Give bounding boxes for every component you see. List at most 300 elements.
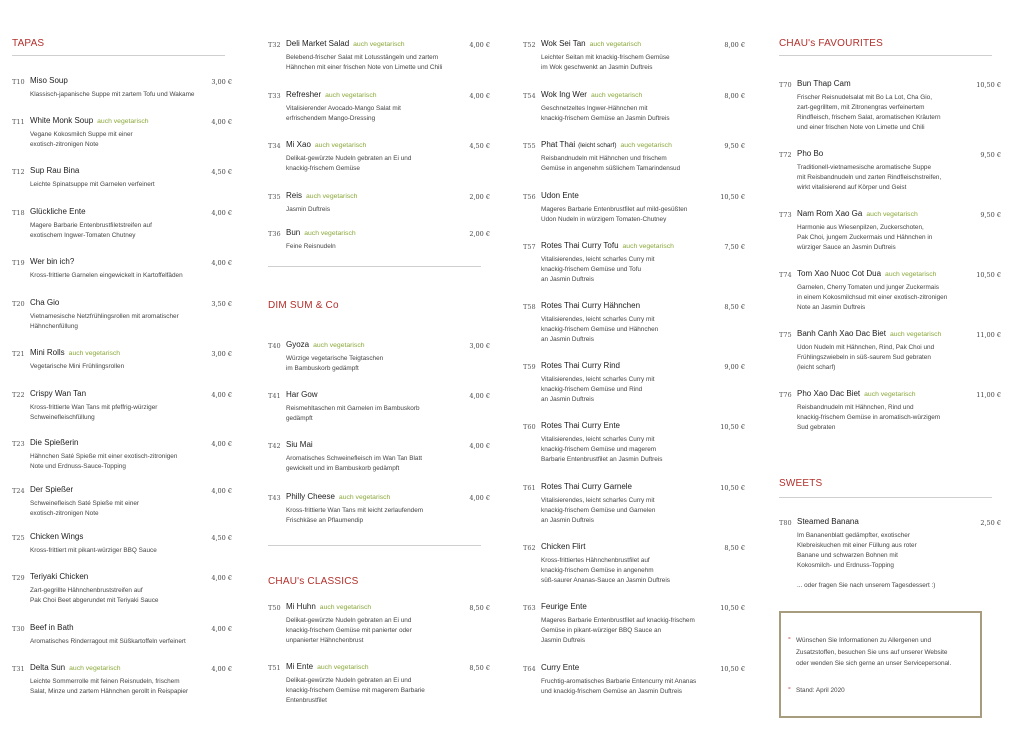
item-name-wrap	[541, 190, 579, 202]
description-line: Delikat-gewürzte Nudeln gebraten an Ei und	[286, 677, 412, 684]
vegetarian-tag: auch vegetarisch	[68, 350, 121, 357]
item-name: Tom Xao Nuoc Cot Dua	[797, 269, 882, 278]
item-name-wrap	[30, 622, 74, 634]
vegetarian-tag: auch vegetarisch	[317, 664, 369, 671]
item-name: Chicken Wings	[30, 532, 84, 541]
item-price: 9,00 €	[724, 363, 745, 371]
item-name: Cha Gio	[30, 298, 60, 307]
item-name: Teriyaki Chicken	[30, 572, 89, 581]
description-line: knackig-frischem Gemüse und Hähnchen	[541, 326, 659, 333]
item-code: T32	[268, 41, 281, 49]
description-line: gewickelt und im Bambuskorb gedämpft	[286, 465, 400, 472]
item-name-wrap	[797, 388, 916, 401]
description-line: Kross-frittierte Garnelen eingewickelt in Kartoffelfäden	[30, 272, 183, 279]
item-description	[541, 315, 745, 345]
item-price: 4,00 €	[469, 392, 490, 400]
vegetarian-tag: auch vegetarisch	[620, 142, 672, 149]
description-line: mit Reisbandnudeln und zarten Rindfleischstreifen,	[797, 174, 942, 181]
menu-item-header	[523, 662, 745, 674]
description-line: Mageres Barbarie Entenbrustfilet auf knackig-frischem	[541, 617, 695, 624]
item-description	[30, 271, 232, 281]
description-line: Gemüse in angenehm süßlichem Tamarindensud	[541, 165, 681, 172]
description-line: Kross-frittierte Wan Tans mit leicht zerlaufendem	[286, 507, 424, 514]
item-price: 4,50 €	[211, 534, 232, 542]
item-name-wrap	[286, 227, 356, 240]
item-description	[797, 531, 1001, 571]
description-line: Pak Choi Beet abgerundet mit Teriyaki Sauce	[30, 597, 159, 604]
description-line: Traditionell-vietnamesische aromatische Suppe	[797, 164, 932, 171]
description-line: Vitalisierendes, leicht scharfes Curry mit	[541, 256, 655, 263]
item-description	[286, 616, 490, 646]
item-code: T24	[12, 487, 25, 495]
vegetarian-tag: auch vegetarisch	[69, 665, 121, 672]
menu-item	[268, 38, 490, 73]
item-name-wrap	[797, 328, 941, 341]
description-line: Harmonie aus Wiesenpilzen, Zuckerschoten,	[797, 224, 924, 231]
section-divider	[12, 55, 225, 56]
item-price: 9,50 €	[724, 142, 745, 150]
item-name: Mi Xao	[286, 140, 311, 149]
item-description	[30, 499, 232, 519]
menu-item-header	[523, 601, 745, 613]
description-line: Sud gebraten	[797, 424, 836, 431]
item-code: T56	[523, 193, 536, 201]
vegetarian-tag: auch vegetarisch	[590, 92, 643, 99]
description-line: Aromatisches Schweinefleisch im Wan Tan Blatt	[286, 455, 423, 462]
description-line: Kokosmilch- und Erdnuss-Topping	[797, 562, 894, 569]
menu-item	[779, 516, 1001, 571]
menu-item-header	[268, 89, 490, 101]
vegetarian-tag: auch vegetarisch	[306, 193, 358, 200]
description-line: Banane und schwarzen Bohnen mit	[797, 552, 898, 559]
menu-item	[523, 541, 745, 586]
menu-item	[523, 360, 745, 405]
description-line: Schweinefleisch Saté Spieße mit einer	[30, 500, 140, 507]
item-code: T43	[268, 494, 281, 502]
menu-item	[268, 601, 490, 646]
item-price: 9,50 €	[980, 151, 1001, 159]
item-description	[286, 242, 490, 252]
menu-item	[523, 601, 745, 646]
item-name-wrap	[286, 139, 366, 152]
vegetarian-tag: auch vegetarisch	[314, 142, 367, 149]
menu-item-header	[523, 89, 745, 101]
description-line: an Jasmin Duftreis	[541, 336, 594, 343]
item-name: Curry Ente	[541, 663, 580, 672]
description-line: knackig-frischem Gemüse und Rind	[541, 386, 643, 393]
item-name-wrap	[797, 516, 859, 528]
vegetarian-tag: auch vegetarisch	[353, 41, 405, 48]
item-name: Bun Thap Cam	[797, 79, 851, 88]
item-name: Banh Canh Xao Dac Biet	[797, 329, 886, 338]
menu-item-header	[268, 601, 490, 613]
item-price: 8,00 €	[724, 41, 745, 49]
menu-item-header	[12, 75, 232, 87]
description-line: Barbarie Entenbrustfilet an Jasmin Duftreis	[541, 456, 663, 463]
item-code: T58	[523, 303, 536, 311]
item-name-wrap	[286, 601, 371, 614]
description-line: Aromatisches Rinderragout mit Süßkartoffeln verfeinert	[30, 638, 186, 645]
description-line: Hähnchen Saté Spieße mit einer exotisch-zitronigen	[30, 453, 178, 460]
item-name-wrap	[286, 89, 377, 102]
item-price: 11,00 €	[976, 391, 1001, 399]
menu-item	[779, 148, 1001, 193]
menu-item	[523, 89, 745, 124]
description-line: Hähnchen mit einer frischen Note von Limette und Chili	[286, 64, 443, 71]
description-line: knackig-frischem Gemüse mit magerem Barbarie	[286, 687, 425, 694]
item-description	[541, 255, 745, 285]
item-description	[797, 163, 1001, 193]
item-name: Wok Ing Wer	[541, 90, 587, 99]
item-code: T50	[268, 604, 281, 612]
description-line: Kross-frittiert mit pikant-würziger BBQ Sauce	[30, 547, 157, 554]
item-description	[286, 53, 490, 73]
item-code: T55	[523, 142, 536, 150]
info-text-block	[788, 635, 974, 670]
description-line: im Bambuskorb gedämpft	[286, 365, 359, 372]
item-name-wrap	[30, 297, 59, 309]
item-code: T34	[268, 142, 281, 150]
menu-item	[523, 190, 745, 225]
menu-item	[268, 439, 490, 474]
menu-item	[523, 139, 745, 174]
description-line: Frischkäse an Pflaumendip	[286, 517, 364, 524]
item-name: Mi Huhn	[286, 602, 316, 611]
item-name-wrap	[286, 339, 365, 352]
item-price: 8,50 €	[724, 544, 745, 552]
item-code: T10	[12, 78, 25, 86]
description-line: wirkt vitalisierend auf Körper und Geist	[797, 184, 907, 191]
item-name-wrap	[541, 662, 579, 674]
item-description	[30, 586, 232, 606]
item-price: 4,00 €	[469, 442, 490, 450]
menu-item-header	[12, 297, 232, 309]
description-line: erfrischendem Mango-Dressing	[286, 115, 376, 122]
description-line: Vitalisierendes, leicht scharfes Curry mit	[541, 316, 655, 323]
section-title-classics: CHAU's CLASSICS	[268, 576, 359, 587]
item-description	[286, 205, 490, 215]
menu-item-header	[268, 190, 490, 202]
item-description	[797, 403, 1001, 433]
description-line: Leichter Seitan mit knackig-frischem Gemüse	[541, 54, 670, 61]
item-name-wrap	[541, 601, 587, 613]
menu-item-header	[268, 439, 490, 451]
description-line: Schweinefleischfüllung	[30, 414, 95, 421]
vegetarian-tag: auch vegetarisch	[304, 230, 356, 237]
description-line: Vegane Kokosmilch Suppe mit einer	[30, 131, 133, 138]
item-price: 4,00 €	[469, 41, 490, 49]
item-name-wrap	[286, 38, 405, 51]
menu-item	[268, 89, 490, 124]
item-description	[541, 53, 745, 73]
menu-item-header	[12, 622, 232, 634]
item-code: T73	[779, 211, 792, 219]
item-code: T23	[12, 440, 25, 448]
item-price: 8,00 €	[724, 92, 745, 100]
description-line: Vitalisierendes, leicht scharfes Curry mit	[541, 497, 655, 504]
item-name: Pho Xao Dac Biet	[797, 389, 861, 398]
item-description	[30, 221, 232, 241]
description-line: Magere Barbarie Entenbrustfiletstreifen auf	[30, 222, 152, 229]
description-line: knackig-frischem Gemüse und Tofu	[541, 266, 642, 273]
menu-item	[12, 571, 232, 606]
item-name: Rotes Thai Curry Garnele	[541, 482, 632, 491]
item-code: T75	[779, 331, 792, 339]
item-price: 10,50 €	[720, 604, 745, 612]
menu-item	[268, 491, 490, 526]
menu-item	[268, 389, 490, 424]
item-price: 4,00 €	[211, 209, 232, 217]
item-code: T76	[779, 391, 792, 399]
description-line: Entenbrustfilet	[286, 697, 327, 704]
item-price: 11,00 €	[976, 331, 1001, 339]
item-name-wrap	[541, 541, 585, 553]
item-name-wrap	[541, 420, 620, 432]
menu-item	[268, 661, 490, 706]
vegetarian-tag: auch vegetarisch	[589, 41, 642, 48]
menu-item-header	[779, 268, 1001, 280]
item-name: Glückliche Ente	[30, 207, 86, 216]
menu-item-header	[779, 148, 1001, 160]
menu-item-header	[12, 437, 232, 449]
menu-item	[12, 484, 232, 519]
description-line: Würzige vegetarische Teigtaschen	[286, 355, 384, 362]
menu-item-header	[268, 38, 490, 50]
item-name-wrap	[797, 208, 918, 221]
item-name: Mini Rolls	[30, 348, 65, 357]
item-name-wrap	[541, 38, 641, 51]
menu-item-header	[12, 662, 232, 674]
item-name-wrap	[541, 139, 672, 152]
menu-item	[779, 328, 1001, 373]
item-name: Miso Soup	[30, 76, 68, 85]
item-code: T59	[523, 363, 536, 371]
menu-item	[12, 388, 232, 423]
description-line: und knackig-frischem Gemüse an Jasmin Duftreis	[541, 688, 683, 695]
item-description	[30, 677, 232, 697]
info-stand-block	[788, 685, 974, 697]
item-description	[541, 556, 745, 586]
item-name: Beef in Bath	[30, 623, 74, 632]
description-line: im Wok geschwenkt an Jasmin Duftreis	[541, 64, 653, 71]
item-price: 3,00 €	[211, 350, 232, 358]
item-description	[30, 637, 232, 647]
description-line: Im Bananenblatt gedämpfter, exotischer	[797, 532, 910, 539]
menu-item-header	[779, 78, 1001, 90]
item-name: Bun	[286, 228, 301, 237]
info-line-3: oder wenden Sie sich gerne an unser Servicepersonal.	[796, 660, 952, 667]
bullet-icon: °	[788, 637, 791, 644]
item-description	[797, 93, 1001, 133]
menu-item-header	[523, 300, 745, 312]
item-name-wrap	[30, 75, 68, 87]
description-line: Delikat-gewürzte Nudeln gebraten an Ei und	[286, 617, 412, 624]
item-code: T70	[779, 81, 792, 89]
item-price: 4,00 €	[211, 440, 232, 448]
section-title-favourites: CHAU's FAVOURITES	[779, 38, 884, 49]
menu-item-header	[523, 240, 745, 252]
menu-item	[268, 190, 490, 215]
item-description	[541, 616, 745, 646]
item-name-wrap	[30, 388, 86, 400]
item-name: Nam Rom Xao Ga	[797, 209, 863, 218]
menu-item	[268, 227, 490, 252]
menu-item-header	[523, 360, 745, 372]
vegetarian-tag: auch vegetarisch	[889, 331, 942, 338]
item-code: T36	[268, 230, 281, 238]
menu-item-header	[268, 389, 490, 401]
menu-item-header	[12, 256, 232, 268]
description-line: exotisch-zitronigen Note	[30, 141, 99, 148]
item-code: T51	[268, 664, 281, 672]
menu-item	[779, 268, 1001, 313]
item-code: T11	[12, 118, 25, 126]
item-name-wrap	[30, 484, 73, 496]
description-line: Klebreiskuchen mit einer Füllung aus roter	[797, 542, 917, 549]
item-name: Deli Market Salad	[286, 39, 350, 48]
item-price: 2,50 €	[980, 519, 1001, 527]
description-line: exotisch-zitronigen Note	[30, 510, 99, 517]
item-price: 3,00 €	[469, 342, 490, 350]
section-title-sweets: SWEETS	[779, 478, 823, 489]
menu-item-header	[12, 531, 232, 543]
item-price: 4,00 €	[211, 574, 232, 582]
menu-item	[779, 208, 1001, 253]
item-description	[30, 546, 232, 556]
item-name-wrap	[541, 240, 674, 253]
item-name-wrap	[541, 360, 620, 372]
description-line: würziger Sauce an Jasmin Duftreis	[797, 244, 896, 251]
item-price: 8,50 €	[724, 303, 745, 311]
sweets-note: ... oder fragen Sie nach unserem Tagesdessert :)	[797, 582, 936, 589]
item-price: 4,00 €	[211, 665, 232, 673]
menu-item-header	[12, 571, 232, 583]
item-name-wrap	[286, 190, 357, 203]
item-code: T33	[268, 92, 281, 100]
item-name-wrap	[797, 148, 823, 160]
item-name: Philly Cheese	[286, 492, 335, 501]
item-name: Sup Rau Bina	[30, 166, 80, 175]
description-line: an Jasmin Duftreis	[541, 517, 594, 524]
description-line: in einem Kokosmilchsud mit einer exotisch-zitronigen	[797, 294, 948, 301]
item-code: T61	[523, 484, 536, 492]
info-line-2: Zusatzstoffen, besuchen Sie uns auf unserer Website	[796, 648, 948, 656]
description-line: an Jasmin Duftreis	[541, 396, 594, 403]
item-code: T80	[779, 519, 792, 527]
menu-item-header	[523, 139, 745, 151]
description-line: Kross-frittierte Wan Tans mit pfeffrig-würziger	[30, 404, 158, 411]
item-description	[30, 452, 232, 472]
item-description	[30, 90, 232, 100]
description-line: Reisbandnudeln mit Hähnchen, Rind und	[797, 404, 914, 411]
menu-item-header	[12, 347, 232, 359]
description-line: und einer frischen Note von Limette und Chili	[797, 124, 925, 131]
item-name: Die Spießerin	[30, 438, 79, 447]
vegetarian-tag: auch vegetarisch	[313, 342, 365, 349]
item-price: 10,50 €	[720, 193, 745, 201]
item-code: T21	[12, 350, 25, 358]
item-price: 10,50 €	[976, 81, 1001, 89]
item-name: Rotes Thai Curry Ente	[541, 421, 620, 430]
description-line: Gemüse in pikant-würziger BBQ Sauce an	[541, 627, 662, 634]
description-line: knackig-frischem Gemüse in aromatisch-würzigem	[797, 414, 941, 421]
item-name: Pho Bo	[797, 149, 824, 158]
description-line: Geschnetzeltes Ingwer-Hähnchen mit	[541, 105, 648, 112]
section-divider	[268, 545, 481, 546]
section-title-tapas: TAPAS	[12, 38, 45, 49]
menu-item	[12, 662, 232, 697]
allergen-info-box	[779, 611, 982, 718]
bullet-icon: °	[788, 687, 791, 694]
menu-item	[523, 38, 745, 73]
vegetarian-tag: auch vegetarisch	[97, 118, 149, 125]
item-price: 3,50 €	[211, 300, 232, 308]
item-price: 8,50 €	[469, 604, 490, 612]
description-line: gedämpft	[286, 415, 313, 422]
item-name: Reis	[286, 191, 303, 200]
item-name-wrap	[286, 491, 390, 504]
item-name-wrap	[30, 165, 79, 177]
menu-item	[12, 115, 232, 150]
item-description	[797, 283, 1001, 313]
item-description	[541, 375, 745, 405]
item-code: T31	[12, 665, 25, 673]
description-line: knackig-frischem Gemüse und Garnelen	[541, 507, 656, 514]
item-name: Rotes Thai Curry Rind	[541, 361, 620, 370]
item-code: T35	[268, 193, 281, 201]
menu-item	[12, 75, 232, 100]
item-description	[286, 154, 490, 174]
menu-item	[268, 339, 490, 374]
item-name: Crispy Wan Tan	[30, 389, 87, 398]
vegetarian-tag: auch vegetarisch	[622, 243, 674, 250]
item-description	[541, 154, 745, 174]
item-name-wrap	[286, 389, 318, 401]
item-price: 3,00 €	[211, 78, 232, 86]
item-description	[541, 435, 745, 465]
item-name-wrap	[30, 437, 78, 449]
menu-item	[523, 240, 745, 285]
item-price: 4,00 €	[211, 625, 232, 633]
item-code: T19	[12, 259, 25, 267]
item-description	[30, 403, 232, 423]
item-code: T57	[523, 243, 536, 251]
description-line: Kross-frittiertes Hähnchenbrustfilet auf	[541, 557, 650, 564]
info-line-1: Wünschen Sie Informationen zu Allergenen und	[796, 637, 931, 644]
item-price: 7,50 €	[724, 243, 745, 251]
menu-item-header	[12, 115, 232, 127]
menu-item-header	[268, 661, 490, 673]
item-name: Wok Sei Tan	[541, 39, 586, 48]
menu-item-header	[779, 388, 1001, 400]
item-description	[30, 312, 232, 332]
description-line: knackig-frischem Gemüse an Jasmin Duftreis	[541, 115, 670, 122]
menu-item	[12, 165, 232, 190]
section-title-dimsum: DIM SUM & Co	[268, 300, 339, 311]
vegetarian-tag: auch vegetarisch	[866, 211, 918, 218]
item-price: 4,00 €	[211, 118, 232, 126]
item-price: 8,50 €	[469, 664, 490, 672]
item-name-wrap	[797, 78, 851, 90]
menu-item	[779, 388, 1001, 433]
item-name-wrap	[541, 300, 640, 312]
item-description	[541, 205, 745, 225]
item-code: T40	[268, 342, 281, 350]
description-line: Frühlingszwiebeln in süß-saurem Sud gebraten	[797, 354, 931, 361]
menu-item	[12, 437, 232, 472]
menu-item	[12, 256, 232, 281]
menu-item	[12, 206, 232, 241]
